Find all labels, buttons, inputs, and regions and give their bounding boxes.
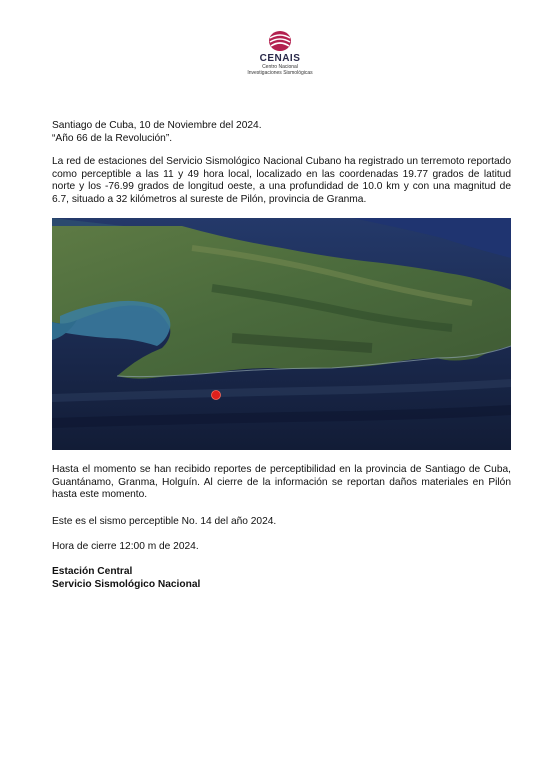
cenais-logo [230,30,330,84]
perceptibility-paragraph: Hasta el momento se han recibido reportes de perceptibilidad en la provincia de Santiago de Cuba, Guantánamo, Granma, Holguín. Al cierre de la información se reportan daños materiales en Pilón hasta este momento. [52,464,511,500]
logo-subtitle-1: Centro Nacional [262,64,298,70]
place-date: Santiago de Cuba, 10 de Noviembre del 2024. [52,120,262,131]
report-paragraph: La red de estaciones del Servicio Sismológico Nacional Cubano ha registrado un terremoto reportado como perceptible a las 11 y 49 hora local, localizado en las coordenadas 19.77 grados de latitud norte y los -76.99 grados de longitud oeste, a una profundidad de 10.0 km y con una magnitud de 6.7, situado a 32 kilómetros al sureste de Pilón, provincia de Granma. [52,156,511,205]
dateline [52,120,511,145]
signature [52,566,511,591]
signature-station: Estación Central [52,566,133,577]
logo-subtitle-2: Investigaciones Sismológicas [247,70,313,76]
logo-name: CENAIS [259,53,301,64]
year-motto: “Año 66 de la Revolución”. [52,132,173,144]
epicenter-marker-icon [212,391,221,400]
cenais-logo-icon [267,30,293,52]
count-paragraph: Este es el sismo perceptible No. 14 del año 2024. [52,516,277,527]
signature-service: Servicio Sismológico Nacional [52,578,201,590]
epicenter-map [52,218,511,450]
closing-time-paragraph: Hora de cierre 12:00 m de 2024. [52,541,199,552]
